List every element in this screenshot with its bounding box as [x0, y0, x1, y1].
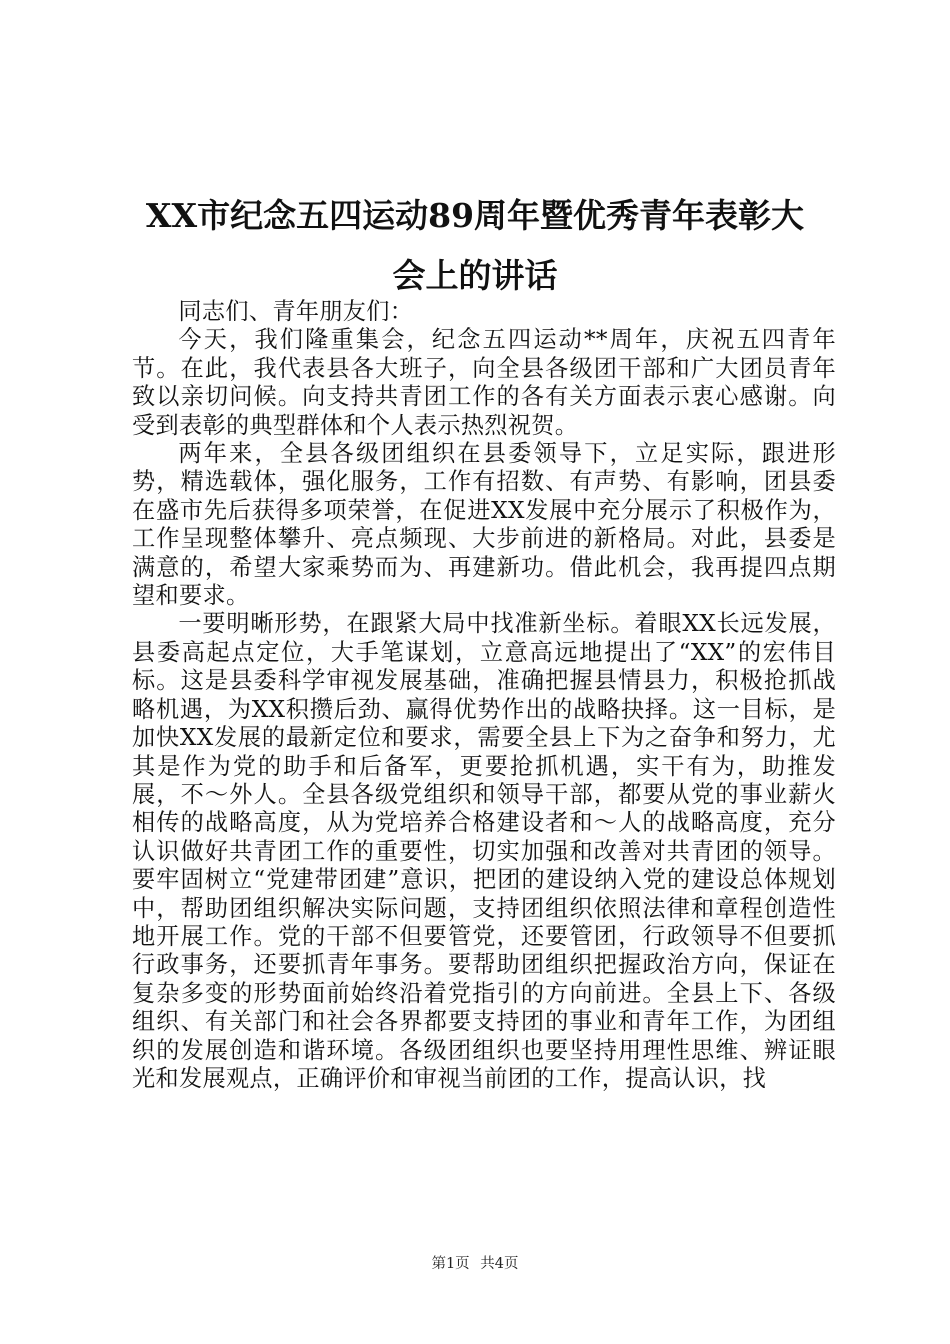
- page-total: 共4页: [480, 1256, 519, 1272]
- salutation: 同志们、青年朋友们：: [178, 298, 414, 325]
- title-line-1: XX市纪念五四运动89周年暨优秀青年表彰大: [145, 196, 805, 235]
- paragraph: 两年来，全县各级团组织在县委领导下，立足实际，跟进形势，精选载体，强化服务，工作有招数、有声势、有影响，团县委在盛市先后获得多项荣誉，在促进XX发展中充分展示了积极作为，工作呈现整体攀升、亮点频现、大步前进的新格局。对此，县委是满意的，希望大家乘势而为、再建新功。借此机会，我再提四点期望和要求。: [132, 440, 836, 610]
- page-footer: [0, 1254, 950, 1274]
- paragraph: 今天，我们隆重集会，纪念五四运动**周年，庆祝五四青年节。在此，我代表县各大班子，向全县各级团干部和广大团员青年致以亲切问候。向支持共青团工作的各有关方面表示衷心感谢。向受到表彰的典型群体和个人表示热烈祝贺。: [132, 326, 836, 439]
- document-title: [120, 186, 830, 306]
- document-body: [132, 298, 836, 1093]
- paragraph: 一要明晰形势，在跟紧大局中找准新坐标。着眼XX长远发展，县委高起点定位，大手笔谋划，立意高远地提出了“XX”的宏伟目标。这是县委科学审视发展基础，准确把握县情县力，积极抢抓战略机遇，为XX积攒后劲、赢得优势作出的战略抉择。这一目标，是加快XX发展的最新定位和要求，需要全县上下为之奋争和努力，尤其是作为党的助手和后备军，更要抢抓机遇，实干有为，助推发展，不～外人。全县各级党组织和领导干部，都要从党的事业薪火相传的战略高度，从为党培养合格建设者和～人的战略高度，充分认识做好共青团工作的重要性，切实加强和改善对共青团的领导。要牢固树立“党建带团建”意识，把团的建设纳入党的建设总体规划中，帮助团组织解决实际问题，支持团组织依照法律和章程创造性地开展工作。党的干部不但要管党，还要管团，行政领导不但要抓行政事务，还要抓青年事务。要帮助团组织把握政治方向，保证在复杂多变的形势面前始终沿着党指引的方向前进。全县上下、各级组织、有关部门和社会各界都要支持团的事业和青年工作，为团组织的发展创造和谐环境。各级团组织也要坚持用理性思维、辨证眼光和发展观点，正确评价和审视当前团的工作，提高认识，找: [132, 610, 836, 1092]
- title-line-2: 会上的讲话: [392, 256, 558, 295]
- page-number: 第1页: [431, 1256, 470, 1272]
